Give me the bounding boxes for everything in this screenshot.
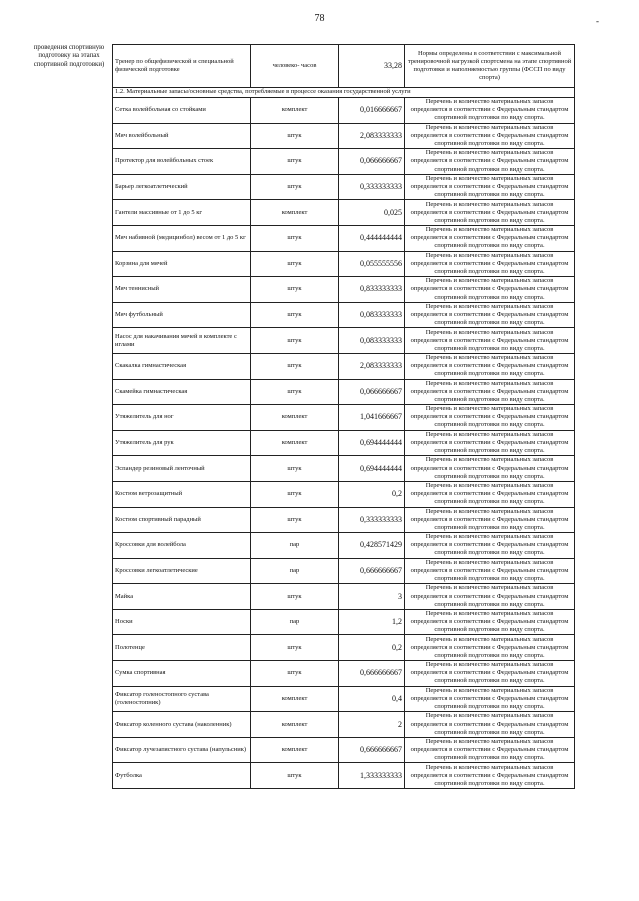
item-unit-cell: штук — [251, 328, 339, 354]
item-qty-cell: 0,666666667 — [339, 661, 405, 687]
header-name-cell: Тренер по общефизической и специальной физической подготовке — [113, 45, 251, 88]
item-unit-cell: штук — [251, 149, 339, 175]
item-unit-cell: штук — [251, 174, 339, 200]
table-row — [113, 533, 575, 559]
item-unit-cell: комплект — [251, 712, 339, 738]
item-name-cell: Скамейка гимнастическая — [113, 379, 251, 405]
item-name-cell: Майка — [113, 584, 251, 610]
item-unit-cell: комплект — [251, 737, 339, 763]
item-qty-cell: 0,025 — [339, 200, 405, 226]
table-row — [113, 277, 575, 303]
table-row — [113, 584, 575, 610]
item-note-cell: Перечень и количество материальных запасов определяется в соответствии с Федеральным стандартом спортивной подготовки по виду спорта. — [405, 405, 575, 431]
item-name-cell: Фиксатор голеностопного сустава (голеностопник) — [113, 686, 251, 712]
item-note-cell: Перечень и количество материальных запасов определяется в соответствии с Федеральным стандартом спортивной подготовки по виду спорта. — [405, 661, 575, 687]
item-note-cell: Перечень и количество материальных запасов определяется в соответствии с Федеральным стандартом спортивной подготовки по виду спорта. — [405, 302, 575, 328]
table-row — [113, 456, 575, 482]
item-note-cell: Перечень и количество материальных запасов определяется в соответствии с Федеральным стандартом спортивной подготовки по виду спорта. — [405, 737, 575, 763]
item-qty-cell: 0,694444444 — [339, 430, 405, 456]
item-note-cell: Перечень и количество материальных запасов определяется в соответствии с Федеральным стандартом спортивной подготовки по виду спорта. — [405, 456, 575, 482]
item-unit-cell: штук — [251, 635, 339, 661]
item-note-cell: Перечень и количество материальных запасов определяется в соответствии с Федеральным стандартом спортивной подготовки по виду спорта. — [405, 174, 575, 200]
section-title: 1.2. Материальные запасы/основные средства, потребляемые в процессе оказания государственной услуги — [113, 88, 575, 98]
item-qty-cell: 0,333333333 — [339, 174, 405, 200]
section-row — [113, 88, 575, 98]
item-note-cell: Перечень и количество материальных запасов определяется в соответствии с Федеральным стандартом спортивной подготовки по виду спорта. — [405, 558, 575, 584]
left-column-fragment: проведения спортивную подготовку на этапах спортивной подготовки) — [33, 44, 105, 68]
item-note-cell: Перечень и количество материальных запасов определяется в соответствии с Федеральным стандартом спортивной подготовки по виду спорта. — [405, 584, 575, 610]
item-unit-cell: комплект — [251, 686, 339, 712]
table-row — [113, 661, 575, 687]
table-row — [113, 225, 575, 251]
table-row — [113, 507, 575, 533]
item-unit-cell: штук — [251, 353, 339, 379]
item-qty-cell: 0,083333333 — [339, 302, 405, 328]
item-qty-cell: 2,083333333 — [339, 123, 405, 149]
header-unit-cell: человеко- часов — [251, 45, 339, 88]
item-unit-cell: штук — [251, 584, 339, 610]
item-name-cell: Скакалка гимнастическая — [113, 353, 251, 379]
item-name-cell: Сумка спортивная — [113, 661, 251, 687]
item-qty-cell: 0,833333333 — [339, 277, 405, 303]
item-note-cell: Перечень и количество материальных запасов определяется в соответствии с Федеральным стандартом спортивной подготовки по виду спорта. — [405, 609, 575, 635]
item-note-cell: Перечень и количество материальных запасов определяется в соответствии с Федеральным стандартом спортивной подготовки по виду спорта. — [405, 686, 575, 712]
item-note-cell: Перечень и количество материальных запасов определяется в соответствии с Федеральным стандартом спортивной подготовки по виду спорта. — [405, 507, 575, 533]
item-qty-cell: 0,333333333 — [339, 507, 405, 533]
table-row — [113, 353, 575, 379]
item-unit-cell: комплект — [251, 200, 339, 226]
item-qty-cell: 0,694444444 — [339, 456, 405, 482]
item-name-cell: Фиксатор лучезапястного сустава (напульсник) — [113, 737, 251, 763]
item-name-cell: Носки — [113, 609, 251, 635]
item-qty-cell: 2 — [339, 712, 405, 738]
item-unit-cell: штук — [251, 661, 339, 687]
table-row — [113, 328, 575, 354]
item-unit-cell: штук — [251, 277, 339, 303]
table-row — [113, 481, 575, 507]
item-name-cell: Полотенце — [113, 635, 251, 661]
header-qty-cell: 33,28 — [339, 45, 405, 88]
item-unit-cell: комплект — [251, 430, 339, 456]
item-name-cell: Костюм спортивный парадный — [113, 507, 251, 533]
item-name-cell: Мяч набивной (медицинбол) весом от 1 до 5 кг — [113, 225, 251, 251]
item-qty-cell: 1,333333333 — [339, 763, 405, 789]
item-name-cell: Мяч волейбольный — [113, 123, 251, 149]
table-row — [113, 123, 575, 149]
item-qty-cell: 0,083333333 — [339, 328, 405, 354]
item-note-cell: Перечень и количество материальных запасов определяется в соответствии с Федеральным стандартом спортивной подготовки по виду спорта. — [405, 635, 575, 661]
item-qty-cell: 0,2 — [339, 481, 405, 507]
item-name-cell: Кроссовки легкоатлетические — [113, 558, 251, 584]
item-name-cell: Футболка — [113, 763, 251, 789]
item-name-cell: Мяч футбольный — [113, 302, 251, 328]
item-unit-cell: пар — [251, 533, 339, 559]
table-row — [113, 302, 575, 328]
table-row — [113, 430, 575, 456]
item-name-cell: Эспандер резиновый ленточный — [113, 456, 251, 482]
item-unit-cell: штук — [251, 302, 339, 328]
table-row — [113, 251, 575, 277]
item-note-cell: Перечень и количество материальных запасов определяется в соответствии с Федеральным стандартом спортивной подготовки по виду спорта. — [405, 353, 575, 379]
item-unit-cell: штук — [251, 456, 339, 482]
table-row — [113, 200, 575, 226]
item-name-cell: Насос для накачивания мячей в комплекте с иглами — [113, 328, 251, 354]
item-unit-cell: штук — [251, 123, 339, 149]
table-row — [113, 98, 575, 124]
table-row — [113, 558, 575, 584]
item-qty-cell: 0,444444444 — [339, 225, 405, 251]
item-qty-cell: 0,055555556 — [339, 251, 405, 277]
item-unit-cell: комплект — [251, 405, 339, 431]
item-note-cell: Перечень и количество материальных запасов определяется в соответствии с Федеральным стандартом спортивной подготовки по виду спорта. — [405, 328, 575, 354]
item-name-cell: Барьер легкоатлетический — [113, 174, 251, 200]
item-note-cell: Перечень и количество материальных запасов определяется в соответствии с Федеральным стандартом спортивной подготовки по виду спорта. — [405, 481, 575, 507]
item-qty-cell: 1,041666667 — [339, 405, 405, 431]
item-name-cell: Корзина для мячей — [113, 251, 251, 277]
item-qty-cell: 0,016666667 — [339, 98, 405, 124]
item-name-cell: Сетка волейбольная со стойками — [113, 98, 251, 124]
table-row — [113, 763, 575, 789]
item-note-cell: Перечень и количество материальных запасов определяется в соответствии с Федеральным стандартом спортивной подготовки по виду спорта. — [405, 251, 575, 277]
item-qty-cell: 0,666666667 — [339, 737, 405, 763]
item-unit-cell: комплект — [251, 98, 339, 124]
table-row — [113, 405, 575, 431]
item-note-cell: Перечень и количество материальных запасов определяется в соответствии с Федеральным стандартом спортивной подготовки по виду спорта. — [405, 763, 575, 789]
item-note-cell: Перечень и количество материальных запасов определяется в соответствии с Федеральным стандартом спортивной подготовки по виду спорта. — [405, 277, 575, 303]
item-name-cell: Протектор для волейбольных стоек — [113, 149, 251, 175]
item-qty-cell: 0,4 — [339, 686, 405, 712]
item-unit-cell: пар — [251, 609, 339, 635]
item-note-cell: Перечень и количество материальных запасов определяется в соответствии с Федеральным стандартом спортивной подготовки по виду спорта. — [405, 149, 575, 175]
table-row — [113, 609, 575, 635]
item-name-cell: Гантели массивные от 1 до 5 кг — [113, 200, 251, 226]
item-qty-cell: 2,083333333 — [339, 353, 405, 379]
item-qty-cell: 0,428571429 — [339, 533, 405, 559]
item-unit-cell: пар — [251, 558, 339, 584]
item-qty-cell: 0,066666667 — [339, 149, 405, 175]
item-name-cell: Кроссовки для волейбола — [113, 533, 251, 559]
item-name-cell: Утяжелитель для ног — [113, 405, 251, 431]
table-row — [113, 635, 575, 661]
item-unit-cell: штук — [251, 225, 339, 251]
item-qty-cell: 0,2 — [339, 635, 405, 661]
norms-table — [112, 44, 575, 789]
table-row — [113, 149, 575, 175]
item-note-cell: Перечень и количество материальных запасов определяется в соответствии с Федеральным стандартом спортивной подготовки по виду спорта. — [405, 533, 575, 559]
table-row — [113, 737, 575, 763]
item-unit-cell: штук — [251, 507, 339, 533]
item-qty-cell: 0,066666667 — [339, 379, 405, 405]
item-note-cell: Перечень и количество материальных запасов определяется в соответствии с Федеральным стандартом спортивной подготовки по виду спорта. — [405, 98, 575, 124]
table-row — [113, 712, 575, 738]
table-row — [113, 686, 575, 712]
item-note-cell: Перечень и количество материальных запасов определяется в соответствии с Федеральным стандартом спортивной подготовки по виду спорта. — [405, 712, 575, 738]
item-qty-cell: 0,666666667 — [339, 558, 405, 584]
item-name-cell: Фиксатор коленного сустава (наколенник) — [113, 712, 251, 738]
item-unit-cell: штук — [251, 251, 339, 277]
page-number: 78 — [314, 13, 325, 24]
item-name-cell: Утяжелитель для рук — [113, 430, 251, 456]
item-note-cell: Перечень и количество материальных запасов определяется в соответствии с Федеральным стандартом спортивной подготовки по виду спорта. — [405, 123, 575, 149]
header-row — [113, 45, 575, 88]
item-note-cell: Перечень и количество материальных запасов определяется в соответствии с Федеральным стандартом спортивной подготовки по виду спорта. — [405, 200, 575, 226]
item-qty-cell: 1,2 — [339, 609, 405, 635]
item-unit-cell: штук — [251, 481, 339, 507]
item-name-cell: Костюм ветрозащитный — [113, 481, 251, 507]
header-note-cell: Нормы определены в соответствии с максимальной тренировочной нагрузкой спортсмена на этапе спортивной подготовки и наполняемостью группы (ФССП по виду спорта) — [405, 45, 575, 88]
table-row — [113, 174, 575, 200]
item-unit-cell: штук — [251, 379, 339, 405]
item-unit-cell: штук — [251, 763, 339, 789]
item-note-cell: Перечень и количество материальных запасов определяется в соответствии с Федеральным стандартом спортивной подготовки по виду спорта. — [405, 379, 575, 405]
item-qty-cell: 3 — [339, 584, 405, 610]
item-name-cell: Мяч теннисный — [113, 277, 251, 303]
item-note-cell: Перечень и количество материальных запасов определяется в соответствии с Федеральным стандартом спортивной подготовки по виду спорта. — [405, 430, 575, 456]
corner-mark: - — [596, 16, 599, 26]
item-note-cell: Перечень и количество материальных запасов определяется в соответствии с Федеральным стандартом спортивной подготовки по виду спорта. — [405, 225, 575, 251]
table-row — [113, 379, 575, 405]
